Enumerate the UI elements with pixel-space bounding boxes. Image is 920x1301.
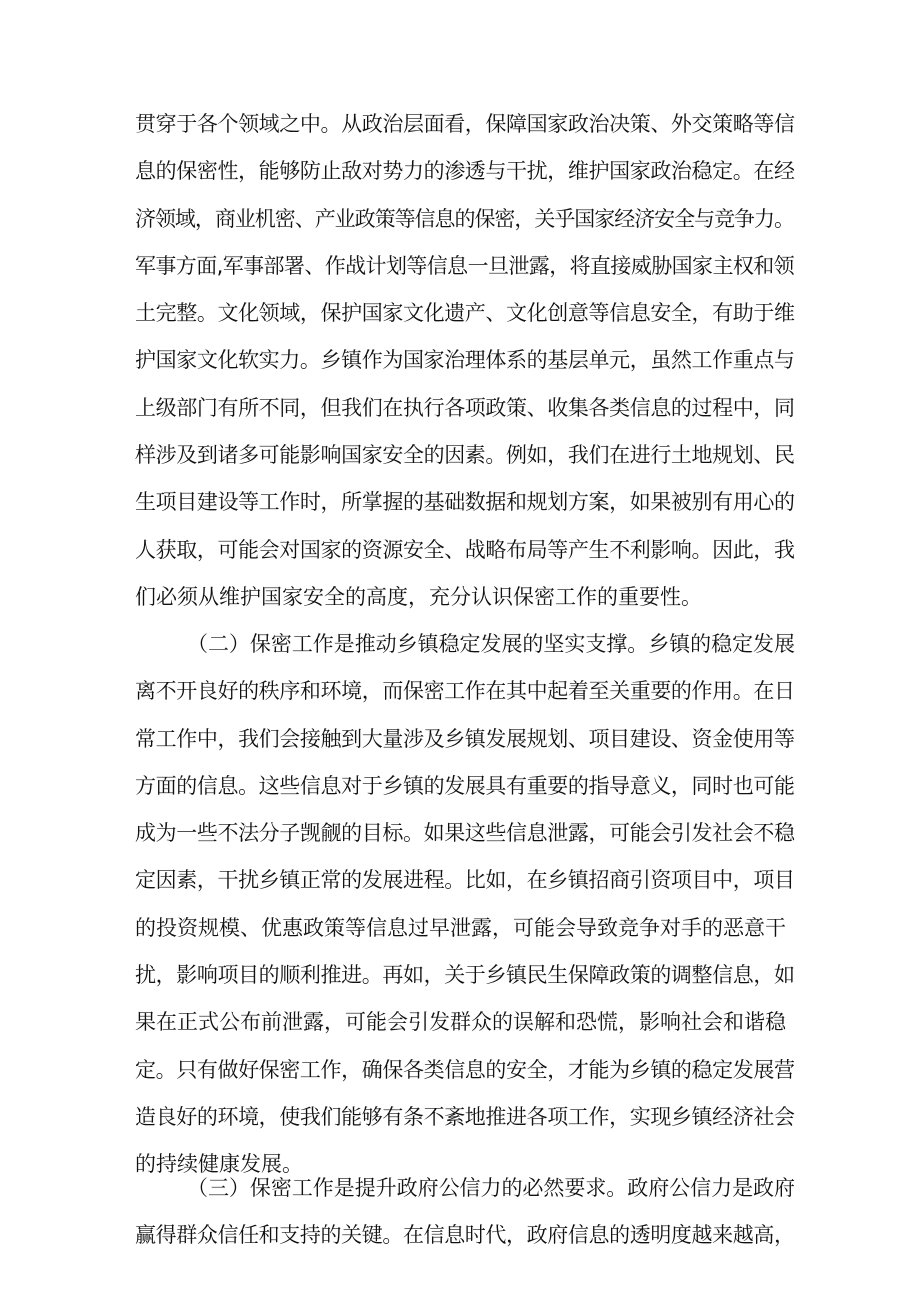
text-line: 样涉及到诸多可能影响国家安全的因素。例如，我们在进行土地规划、民	[135, 443, 795, 468]
text-line: 离不开良好的秩序和环境，而保密工作在其中起着至关重要的作用。在日	[135, 679, 795, 704]
text-line: 造良好的环境，使我们能够有条不紊地推进各项工作，实现乡镇经济社会	[135, 1104, 795, 1129]
text-line: 息的保密性，能够防止敌对势力的渗透与干扰，维护国家政治稳定。在经	[135, 159, 795, 184]
text-line: 定因素，干扰乡镇正常的发展进程。比如，在乡镇招商引资项目中，项目	[135, 868, 795, 893]
text-line: 的投资规模、优惠政策等信息过早泄露，可能会导致竞争对手的恶意干	[135, 915, 786, 940]
text-line: 上级部门有所不同，但我们在执行各项政策、收集各类信息的过程中，同	[135, 395, 795, 420]
text-line: 人获取，可能会对国家的资源安全、战略布局等产生不利影响。因此，我	[135, 537, 795, 562]
text-line: 常工作中，我们会接触到大量涉及乡镇发展规划、项目建设、资金使用等	[135, 726, 795, 751]
text-line: 贯穿于各个领域之中。从政治层面看，保障国家政治决策、外交策略等信	[135, 112, 795, 136]
text-line: 土完整。文化领域，保护国家文化遗产、文化创意等信息安全，有助于维	[135, 301, 795, 326]
text-line: 扰，影响项目的顺利推进。再如，关于乡镇民生保障政策的调整信息，如	[135, 963, 795, 988]
text-line: 果在正式公布前泄露，可能会引发群众的误解和恐慌，影响社会和谐稳	[135, 1010, 786, 1035]
paragraph-national-security	[135, 101, 795, 621]
text-line: 赢得群众信任和支持的关键。在信息时代，政府信息的透明度越来越高，	[135, 1223, 795, 1248]
paragraph-section-two	[135, 621, 795, 1189]
paragraph-section-three	[135, 1165, 795, 1260]
text-line: 们必须从维护国家安全的高度，充分认识保密工作的重要性。	[135, 584, 702, 609]
text-line: 生项目建设等工作时，所掌握的基础数据和规划方案，如果被别有用心的	[135, 490, 795, 515]
text-line: 方面的信息。这些信息对于乡镇的发展具有重要的指导意义，同时也可能	[135, 773, 795, 798]
text-line: 定。只有做好保密工作，确保各类信息的安全，才能为乡镇的稳定发展营	[135, 1057, 795, 1082]
text-line: 的持续健康发展。	[135, 1152, 303, 1177]
section-heading-line: （三）保密工作是提升政府公信力的必然要求。政府公信力是政府	[187, 1176, 795, 1200]
text-line: 护国家文化软实力。乡镇作为国家治理体系的基层单元，虽然工作重点与	[135, 348, 795, 373]
section-heading-line: （二）保密工作是推动乡镇稳定发展的坚实支撑。乡镇的稳定发展	[187, 632, 795, 656]
text-line: 济领域，商业机密、产业政策等信息的保密，关乎国家经济安全与竞争力。	[135, 206, 794, 231]
text-line: 成为一些不法分子觊觎的目标。如果这些信息泄露，可能会引发社会不稳	[135, 821, 795, 846]
text-line: 军事方面,军事部署、作战计划等信息一旦泄露，将直接威胁国家主权和领	[135, 253, 795, 278]
